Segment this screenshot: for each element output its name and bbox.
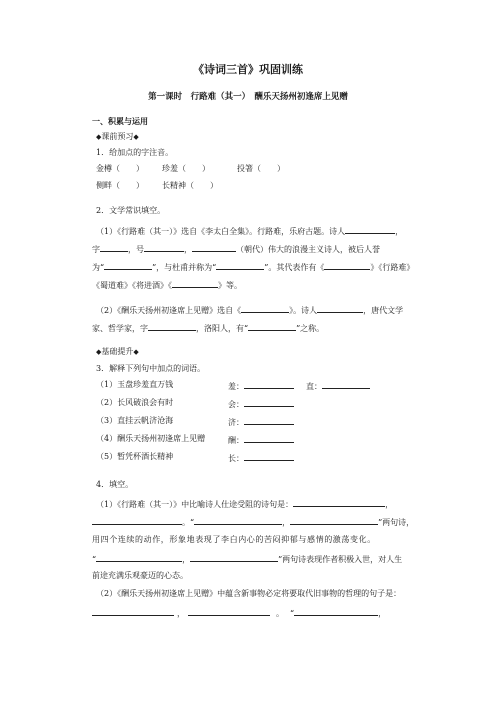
q1-item: 长精神（ ）: [162, 181, 218, 190]
improve-heading-label: 基础提升: [101, 347, 134, 356]
page-title: 《诗词三首》巩固训练: [193, 63, 303, 76]
text: ”，与杜甫并称为“: [152, 263, 217, 272]
text: 家、哲学家，字: [92, 324, 148, 333]
question-2-stem: 2．文学常识填空。: [96, 206, 166, 215]
q4-p1-line1: [96, 498, 393, 510]
q3-answer: [228, 398, 294, 410]
q2-p2-line1: [96, 304, 403, 316]
blank: [317, 304, 363, 313]
text: ，: [282, 518, 291, 527]
blank: [244, 452, 294, 461]
text: ，: [385, 500, 394, 509]
q1-item: 珍羞（ ）: [162, 164, 210, 173]
diamond-icon: ◆: [96, 133, 102, 141]
blank: [188, 607, 270, 616]
text: 》。诗人: [289, 306, 318, 315]
q2-p2-line2: [92, 322, 324, 334]
section-heading: 一、积累与运用: [92, 116, 148, 126]
text: 。: [276, 609, 284, 618]
text: 《蜀道难》《将进酒》《: [92, 281, 172, 290]
text: 长：: [228, 454, 244, 463]
blank: [192, 243, 236, 252]
text: ，: [395, 227, 404, 236]
text: （2）《酬乐天扬州初逢席上见赠》选自《: [96, 306, 242, 315]
text: （1）《行路难（其一）》选自《李太白全集》。行路难，乐府古题。诗人: [96, 227, 346, 236]
blank: [96, 553, 182, 562]
blank: [100, 243, 128, 252]
text: ”之称。: [296, 324, 325, 333]
q1-item: 投箸（ ）: [237, 164, 285, 173]
q2-p1-line2: [92, 243, 380, 255]
q2-p1-line1: [96, 225, 403, 237]
q1-item: 侧畔（ ）: [96, 181, 144, 190]
q3-answer: [228, 452, 294, 464]
diamond-icon: ◆: [96, 348, 102, 356]
blank: [244, 416, 294, 425]
text: ，号: [128, 245, 144, 254]
text: ”两句诗表现作者积极入世，对人生: [278, 555, 403, 564]
blank: [216, 261, 264, 270]
q3-answer: [228, 380, 370, 392]
blank: [194, 516, 282, 525]
blank: [322, 380, 370, 389]
blank: [294, 607, 378, 616]
q2-p1-line4: [92, 279, 242, 291]
blank: [324, 261, 370, 270]
text: ，唐代文学: [363, 306, 404, 315]
blank: [244, 380, 294, 389]
text: 》等。: [218, 281, 242, 290]
text: 直：: [306, 382, 322, 391]
text: 会：: [228, 400, 244, 409]
blank: [172, 279, 218, 288]
q3-phrase: （1）玉盘珍羞直万钱: [96, 380, 174, 389]
q4-p1-line3: 用四个连续的动作，形象地表现了李白内心的苦闷抑郁与感情的激荡变化。: [92, 535, 376, 544]
text: 酬：: [228, 436, 244, 445]
preview-heading-label: 课前预习: [101, 132, 134, 141]
text: 字: [92, 245, 100, 254]
q2-p1-line3: [92, 261, 414, 273]
text: 羞：: [228, 382, 244, 391]
blank: [148, 322, 196, 331]
question-1-stem: 1．给加点的字注音。: [96, 148, 174, 157]
text: ”两句诗，: [378, 518, 415, 527]
blank: [92, 607, 174, 616]
preview-heading: [96, 132, 139, 142]
q3-phrase: （4）酬乐天扬州初逢席上见赠: [96, 434, 206, 443]
blank: [248, 322, 296, 331]
q4-p1-line2: [92, 516, 414, 528]
blank: [144, 243, 184, 252]
page-subtitle: 第一课时 行路难（其一） 酬乐天扬州初逢席上见赠: [148, 92, 348, 102]
text: （1）《行路难（其一）》中比喻诗人仕途受阻的诗句是：: [96, 500, 294, 509]
text: “: [290, 609, 295, 618]
improve-heading: [96, 347, 139, 357]
text: “: [92, 555, 97, 564]
q4-p2-line1: （2）《酬乐天扬州初逢席上见赠》中蕴含新事物必定将要取代旧事物的哲理的句子是：: [96, 589, 402, 598]
text: ，洛阳人，有“: [196, 324, 249, 333]
q3-answer: [228, 434, 294, 446]
q1-item: 金樽（ ）: [96, 164, 144, 173]
text: 。“: [182, 518, 195, 527]
text: ”。其代表作有《: [264, 263, 325, 272]
text: 济：: [228, 418, 244, 427]
blank: [190, 553, 278, 562]
text: ，: [184, 245, 192, 254]
blank: [244, 398, 294, 407]
q4-p2-line2: [92, 607, 386, 619]
text: ，: [177, 609, 185, 618]
blank: [293, 498, 385, 507]
question-4-stem: 4．填空。: [96, 480, 134, 489]
question-3-stem: 3．解释下列句中加点的词语。: [96, 364, 206, 373]
diamond-icon: ◆: [133, 348, 139, 356]
text: ，: [378, 609, 387, 618]
q4-p1-line4: [92, 553, 402, 565]
blank: [92, 516, 182, 525]
diamond-icon: ◆: [133, 133, 139, 141]
text: ，: [182, 555, 191, 564]
blank: [290, 516, 378, 525]
q4-p1-line5: 前途充满乐观豪迈的心态。: [92, 571, 188, 580]
text: （朝代）伟大的浪漫主义诗人，被后人誉: [236, 245, 380, 254]
q3-answer: [228, 416, 294, 428]
blank: [244, 434, 294, 443]
blank: [241, 304, 289, 313]
text: 》《行路难》: [370, 263, 415, 272]
q3-phrase: （3）直挂云帆济沧海: [96, 416, 174, 425]
q3-phrase: （2）长风破浪会有时: [96, 398, 174, 407]
blank: [345, 225, 395, 234]
q3-phrase: （5）暂凭杯酒长精神: [96, 452, 174, 461]
blank: [104, 261, 152, 270]
text: 为“: [92, 263, 105, 272]
